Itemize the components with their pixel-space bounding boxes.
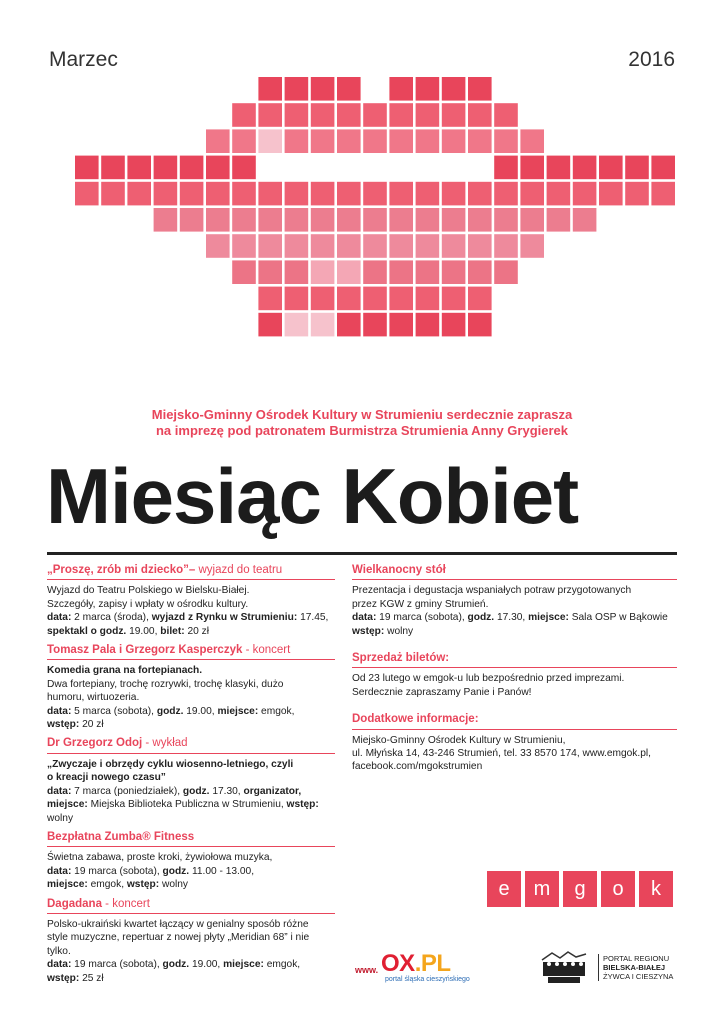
emgok-letter: k: [639, 871, 673, 907]
event-detail-line: [47, 851, 335, 864]
lips-pixel: [311, 182, 335, 206]
oxpl-pl: .PL: [414, 950, 451, 977]
event-section: [47, 644, 335, 731]
event-detail-line: [47, 691, 335, 704]
lips-pixel: [180, 182, 204, 206]
lips-pixel: [258, 77, 282, 101]
lips-pixel: [258, 208, 282, 232]
event-detail-text: Sala OSP w Bąkowie: [568, 612, 668, 624]
event-detail-text: 19.00,: [189, 959, 224, 971]
event-detail-text: ul. Młyńska 14, 43-246 Strumień, tel. 33 8570 174, www.emgok.pl,: [352, 748, 651, 760]
lips-pixel: [206, 182, 230, 206]
lips-pixel: [363, 234, 387, 258]
oxpl-www: www.: [355, 965, 379, 975]
lips-pixel: [285, 234, 309, 258]
event-detail-text: Komedia grana na fortepianach.: [47, 665, 203, 677]
event-detail-text: „Zwyczaje i obrzędy cyklu wiosenno-letniego, czyli: [47, 758, 294, 770]
event-detail-line: [47, 678, 335, 691]
event-name: „Proszę, zrób mi dziecko”–: [47, 564, 196, 576]
event-detail-text: wolny: [384, 625, 414, 637]
lips-pixel: [363, 287, 387, 311]
lips-pixel: [442, 313, 466, 337]
event-detail-text: wolny: [47, 812, 74, 824]
lips-pixel: [442, 287, 466, 311]
event-detail-line: [352, 625, 677, 638]
event-detail-text: 5 marca (sobota),: [71, 705, 157, 717]
lips-pixel: [416, 260, 440, 284]
oxpl-logo: [355, 952, 475, 986]
lips-pixel: [311, 129, 335, 153]
event-detail-text: godz.: [162, 959, 190, 971]
event-detail-line: [352, 598, 677, 611]
lips-pixel: [258, 287, 282, 311]
event-detail-text: 20 zł: [79, 719, 104, 731]
lips-pixel: [651, 182, 675, 206]
event-detail-text: data:: [352, 612, 377, 624]
lips-pixel: [180, 208, 204, 232]
portal-text: [598, 954, 673, 981]
lips-pixel: [337, 287, 361, 311]
event-detail-text: emgok,: [258, 705, 295, 717]
event-detail-line: [47, 918, 335, 931]
lips-pixel: [416, 287, 440, 311]
event-detail-line: [47, 958, 335, 971]
lips-pixel: [363, 103, 387, 127]
event-detail-line: [47, 771, 335, 784]
lips-pixel: [285, 103, 309, 127]
lips-pixel: [573, 182, 597, 206]
lips-pixel: [232, 234, 256, 258]
event-detail-text: wstęp:: [47, 972, 80, 984]
event-detail-line: [47, 972, 335, 985]
event-detail-text: przez KGW z gminy Strumień.: [352, 598, 489, 610]
event-detail-text: godz.: [156, 705, 184, 717]
event-detail-line: [352, 747, 677, 760]
event-section: [47, 564, 335, 638]
lips-pixel: [547, 156, 571, 180]
event-title: [352, 652, 677, 668]
event-detail-line: [352, 611, 677, 624]
lips-pixel: [101, 156, 125, 180]
lips-pixel: [311, 103, 335, 127]
event-detail-text: godz.: [467, 612, 495, 624]
lips-pixel: [442, 260, 466, 284]
lips-pixel: [232, 103, 256, 127]
invitation-line-2: na imprezę pod patronatem Burmistrza Strumienia Anny Grygierek: [155, 423, 568, 438]
event-detail-text: godz.: [182, 785, 210, 797]
lips-pixel: [154, 182, 178, 206]
event-detail-text: data:: [47, 785, 72, 797]
lips-pixel: [494, 234, 518, 258]
lips-pixel: [389, 260, 413, 284]
right-column: [352, 564, 677, 780]
portal-line-3: ŻYWCA I CIESZYNA: [603, 972, 674, 981]
event-section: [352, 564, 677, 638]
lips-pixel: [337, 103, 361, 127]
lips-pixel: [442, 103, 466, 127]
lips-pixel: [416, 77, 440, 101]
lips-pixel: [494, 156, 518, 180]
event-detail-text: 17.30,: [494, 612, 529, 624]
event-detail-text: wolny: [159, 879, 189, 891]
lips-pixel: [258, 234, 282, 258]
event-name: Dodatkowe informacje:: [352, 713, 479, 726]
oxpl-wordmark: [381, 950, 451, 978]
event-detail-text: 19 marca (sobota),: [376, 612, 468, 624]
emgok-letter: e: [487, 871, 521, 907]
lips-pixel: [599, 182, 623, 206]
emgok-logo: [487, 871, 673, 907]
event-detail-text: data:: [47, 959, 72, 971]
event-detail-text: 19 marca (sobota),: [71, 959, 163, 971]
lips-pixel: [363, 208, 387, 232]
event-detail-line: [352, 734, 677, 747]
lips-pixel: [311, 313, 335, 337]
lips-pixel: [285, 313, 309, 337]
lips-pixel: [232, 208, 256, 232]
portal-regionu-logo: [540, 950, 685, 984]
lips-pixel: [389, 182, 413, 206]
lips-pixel: [232, 129, 256, 153]
event-detail-text: 20 zł: [184, 625, 209, 637]
event-detail-line: [352, 686, 677, 699]
lips-pixel: [468, 208, 492, 232]
lips-pixel: [206, 234, 230, 258]
event-detail-text: wyjazd z Rynku w Strumieniu:: [151, 612, 298, 624]
main-title: Miesiąc Kobiet: [46, 452, 579, 540]
event-title: [47, 564, 335, 580]
event-detail-text: Polsko-ukraiński kwartet łączący w genialny sposób różne: [47, 918, 309, 930]
lips-pixel: [547, 182, 571, 206]
lips-pixel: [520, 182, 544, 206]
oxpl-ox: OX: [381, 950, 415, 977]
event-name: Wielkanocny stół: [352, 564, 446, 576]
bbfan-silhouette-icon: [540, 950, 588, 984]
lips-pixel: [389, 77, 413, 101]
lips-pixel: [494, 260, 518, 284]
lips-pixel: [75, 182, 99, 206]
event-name: Dagadana: [47, 897, 102, 910]
lips-pixel: [337, 77, 361, 101]
lips-pixel: [547, 208, 571, 232]
event-detail-text: emgok,: [87, 879, 127, 891]
event-detail-text: Miejsko-Gminny Ośrodek Kultury w Strumieniu,: [352, 734, 566, 746]
lips-pixel: [363, 129, 387, 153]
event-detail-line: [47, 878, 335, 891]
event-detail-text: 17.30,: [209, 785, 244, 797]
event-section: [352, 652, 677, 699]
lips-pixel: [232, 260, 256, 284]
invitation-line-1: Miejsko-Gminny Ośrodek Kultury w Strumieniu serdecznie zaprasza: [151, 407, 573, 422]
event-section: [47, 737, 335, 824]
lips-pixel: [154, 208, 178, 232]
event-section: [47, 898, 335, 985]
lips-pixel: [258, 260, 282, 284]
lips-pixel: [416, 103, 440, 127]
lips-pixel: [468, 103, 492, 127]
lips-pixel: [311, 260, 335, 284]
event-detail-text: wstęp:: [286, 799, 319, 811]
event-detail-text: data:: [47, 865, 72, 877]
event-detail-text: data:: [47, 612, 72, 624]
event-detail-text: godz.: [162, 865, 190, 877]
event-detail-line: [47, 718, 335, 731]
event-detail-text: Miejska Biblioteka Publiczna w Strumieniu,: [87, 799, 287, 811]
lips-pixel: [206, 156, 230, 180]
event-detail-text: 19.00,: [183, 705, 218, 717]
lips-pixel: [468, 182, 492, 206]
event-detail-line: [47, 945, 335, 958]
left-column: [47, 564, 335, 991]
event-detail-text: miejsce:: [217, 705, 259, 717]
lips-pixel: [416, 313, 440, 337]
event-name: Sprzedaż biletów:: [352, 652, 450, 665]
lips-pixel: [127, 182, 151, 206]
event-detail-text: o kreacji nowego czasu”: [47, 772, 166, 784]
lips-pixel: [520, 234, 544, 258]
lips-pixel: [337, 208, 361, 232]
lips-pixel: [337, 129, 361, 153]
lips-pixel: [285, 182, 309, 206]
event-detail-text: Od 23 lutego w emgok-u lub bezpośrednio przed imprezami.: [352, 673, 625, 685]
portal-line-2: BIELSKA-BIAŁEJ: [603, 963, 666, 972]
event-detail-text: humoru, wirtuozeria.: [47, 692, 140, 704]
lips-pixel: [258, 103, 282, 127]
event-detail-text: Serdecznie zapraszamy Panie i Panów!: [352, 686, 532, 698]
event-section: [47, 831, 335, 892]
event-type: - koncert: [101, 897, 150, 910]
oxpl-tagline: portal śląska cieszyńskiego: [385, 976, 470, 983]
event-detail-text: Wyjazd do Teatru Polskiego w Bielsku-Białej.: [47, 585, 250, 597]
event-detail-text: style muzyczne, repertuar z nowej płyty „Meridian 68” i nie: [47, 932, 310, 944]
lips-pixel: [520, 208, 544, 232]
event-detail-line: [47, 758, 335, 771]
lips-pixel: [337, 313, 361, 337]
event-detail-line: [352, 760, 677, 773]
lips-pixel: [337, 260, 361, 284]
lips-pixel: [416, 208, 440, 232]
event-detail-text: spektakl o godz.: [47, 625, 127, 637]
lips-pixel: [442, 77, 466, 101]
lips-pixel: [258, 313, 282, 337]
event-name: Bezpłatna Zumba® Fitness: [47, 830, 195, 843]
event-detail-line: [47, 705, 335, 718]
event-detail-text: facebook.com/mgokstrumien: [352, 761, 483, 773]
lips-pixel: [285, 208, 309, 232]
lips-pixel: [442, 129, 466, 153]
event-name: Dr Grzegorz Odoj: [47, 737, 143, 750]
lips-pixel: [468, 287, 492, 311]
emgok-letter: g: [563, 871, 597, 907]
lips-pixel: [311, 234, 335, 258]
lips-pixel: [127, 156, 151, 180]
lips-pixel: [180, 156, 204, 180]
event-detail-text: bilet:: [160, 625, 185, 637]
lips-pixel: [311, 77, 335, 101]
lips-pixel: [389, 208, 413, 232]
event-title: [352, 564, 677, 580]
pixel-lips-graphic: [0, 0, 724, 400]
event-detail-line: [47, 625, 335, 638]
lips-pixel: [651, 156, 675, 180]
lips-pixel: [520, 156, 544, 180]
lips-pixel: [468, 313, 492, 337]
event-detail-line: [47, 598, 335, 611]
event-detail-text: Prezentacja i degustacja wspaniałych potraw przygotowanych: [352, 585, 632, 597]
lips-pixel: [442, 182, 466, 206]
emgok-letter: m: [525, 871, 559, 907]
event-title: [352, 713, 677, 729]
lips-pixel: [363, 182, 387, 206]
lips-pixel: [101, 182, 125, 206]
event-type: wyjazd do teatru: [195, 564, 283, 576]
lips-pixel: [520, 129, 544, 153]
event-detail-text: wstęp:: [126, 879, 160, 891]
lips-pixel: [232, 182, 256, 206]
lips-pixel: [154, 156, 178, 180]
event-detail-text: 19.00,: [126, 625, 161, 637]
event-detail-text: miejsce:: [47, 879, 88, 891]
lips-pixel: [625, 182, 649, 206]
event-detail-text: wstęp:: [352, 625, 385, 637]
event-name: Tomasz Pala i Grzegorz Kasperczyk: [47, 644, 243, 657]
event-detail-text: Szczegóły, zapisy i wpłaty w ośrodku kultury.: [47, 598, 249, 610]
event-detail-text: 11.00 - 13.00,: [189, 865, 255, 877]
event-detail-line: [47, 584, 335, 597]
event-detail-text: 17.45,: [297, 612, 329, 624]
event-type: - koncert: [242, 644, 291, 657]
lips-pixel: [389, 287, 413, 311]
lips-pixel: [285, 77, 309, 101]
event-detail-line: [47, 931, 335, 944]
event-section: [352, 713, 677, 774]
lips-pixel: [258, 129, 282, 153]
lips-pixel: [363, 313, 387, 337]
event-detail-line: [47, 798, 335, 811]
event-title: [47, 898, 335, 914]
lips-pixel: [311, 208, 335, 232]
lips-pixel: [416, 234, 440, 258]
lips-pixel: [468, 260, 492, 284]
lips-pixel: [337, 234, 361, 258]
lips-pixel: [494, 208, 518, 232]
emgok-letter: o: [601, 871, 635, 907]
lips-pixel: [285, 129, 309, 153]
event-detail-text: 2 marca (środa),: [71, 612, 152, 624]
event-detail-line: [47, 611, 335, 624]
lips-pixel: [416, 182, 440, 206]
event-type: - wykład: [142, 737, 188, 750]
event-detail-line: [47, 785, 335, 798]
event-detail-text: 7 marca (poniedziałek),: [71, 785, 183, 797]
lips-pixel: [285, 287, 309, 311]
lips-pixel: [573, 156, 597, 180]
event-title: [47, 737, 335, 753]
lips-pixel: [389, 313, 413, 337]
lips-pixel: [232, 156, 256, 180]
event-detail-text: emgok,: [263, 959, 301, 971]
year-label: 2016: [628, 48, 675, 71]
event-detail-text: miejsce:: [528, 612, 569, 624]
lips-pixel: [442, 234, 466, 258]
month-label: Marzec: [49, 48, 118, 71]
event-detail-text: 19 marca (sobota),: [71, 865, 163, 877]
event-detail-line: [47, 812, 335, 825]
event-detail-text: miejsce:: [223, 959, 264, 971]
lips-pixel: [285, 260, 309, 284]
lips-pixel: [389, 103, 413, 127]
lips-pixel: [625, 156, 649, 180]
lips-pixel: [389, 129, 413, 153]
portal-line-1: PORTAL REGIONU: [603, 954, 670, 963]
event-detail-text: wstęp:: [47, 719, 80, 731]
lips-pixel: [494, 182, 518, 206]
lips-pixel: [494, 129, 518, 153]
lips-pixel: [311, 287, 335, 311]
lips-pixel: [468, 234, 492, 258]
event-detail-text: Świetna zabawa, proste kroki, żywiołowa muzyka,: [47, 852, 273, 864]
event-detail-line: [352, 672, 677, 685]
event-detail-text: miejsce:: [47, 799, 88, 811]
event-title: [47, 644, 335, 660]
lips-pixel: [258, 182, 282, 206]
event-detail-text: Dwa fortepiany, trochę rozrywki, trochę klasyki, dużo: [47, 678, 284, 690]
event-detail-line: [352, 584, 677, 597]
lips-pixel: [206, 129, 230, 153]
title-divider: [47, 552, 677, 555]
lips-pixel: [573, 208, 597, 232]
lips-pixel: [363, 260, 387, 284]
invitation-text: [0, 407, 724, 439]
lips-pixel: [337, 182, 361, 206]
event-detail-text: 25 zł: [79, 972, 104, 984]
lips-pixel: [468, 77, 492, 101]
event-detail-line: [47, 865, 335, 878]
event-detail-text: organizator,: [243, 785, 302, 797]
lips-pixel: [389, 234, 413, 258]
event-detail-text: tylko.: [47, 945, 71, 957]
lips-pixel: [442, 208, 466, 232]
event-detail-text: data:: [47, 705, 72, 717]
lips-pixel: [416, 129, 440, 153]
lips-pixel: [468, 129, 492, 153]
lips-pixel: [206, 208, 230, 232]
lips-pixel: [599, 156, 623, 180]
lips-pixel: [494, 103, 518, 127]
event-title: [47, 831, 335, 847]
event-detail-line: [47, 664, 335, 677]
lips-pixel: [75, 156, 99, 180]
